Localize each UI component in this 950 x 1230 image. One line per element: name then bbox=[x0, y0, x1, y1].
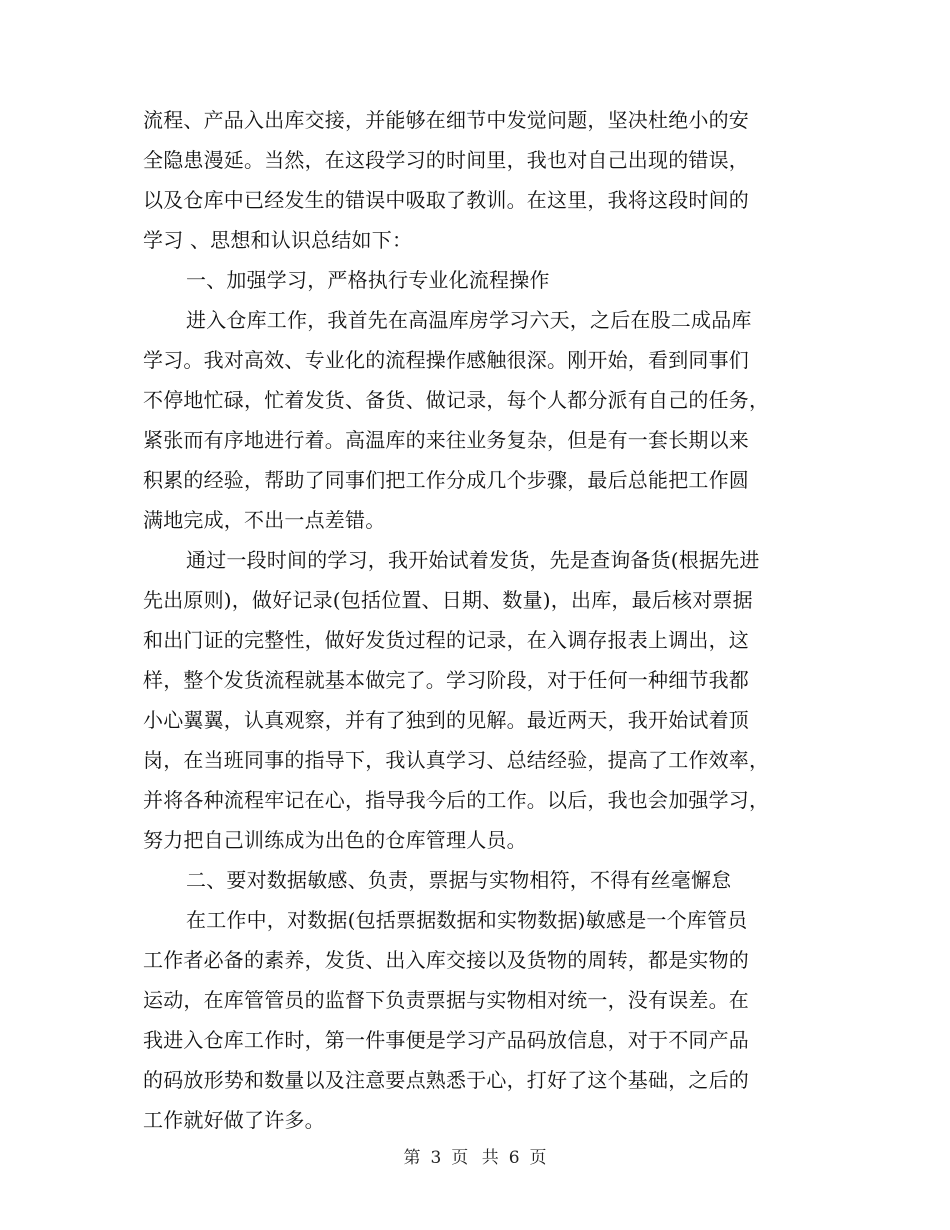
text-line: 积累的经验，帮助了同事们把工作分成几个步骤，最后总能把工作圆 bbox=[143, 468, 749, 492]
text-line: 先出原则)，做好记录(包括位置、日期、数量)，出库，最后核对票据 bbox=[143, 588, 753, 612]
page-current: 3 bbox=[430, 1148, 442, 1168]
text-line: 满地完成，不出一点差错。 bbox=[143, 508, 386, 532]
text-line: 的码放形势和数量以及注意要点熟悉于心，打好了这个基础，之后的 bbox=[143, 1068, 749, 1092]
text-line: 努力把自己训练成为出色的仓库管理人员。 bbox=[143, 828, 527, 852]
paragraph-first-line: 通过一段时间的学习，我开始试着发货，先是查询备货(根据先进 bbox=[186, 548, 760, 572]
text-line: 工作就好做了许多。 bbox=[143, 1108, 325, 1132]
text-line: 流程、产品入出库交接，并能够在细节中发觉问题，坚决杜绝小的安 bbox=[143, 108, 749, 132]
text-line: 以及仓库中已经发生的错误中吸取了教训。在这里，我将这段时间的 bbox=[143, 188, 749, 212]
text-line: 学习。我对高效、专业化的流程操作感触很深。刚开始，看到同事们 bbox=[143, 348, 749, 372]
text-line: 不停地忙碌，忙着发货、备货、做记录，每个人都分派有自己的任务， bbox=[143, 388, 770, 412]
text-line: 全隐患漫延。当然，在这段学习的时间里，我也对自己出现的错误， bbox=[143, 148, 749, 172]
text-line: 小心翼翼，认真观察，并有了独到的见解。最近两天，我开始试着顶 bbox=[143, 708, 749, 732]
section-heading: 二、要对数据敏感、负责，票据与实物相符，不得有丝毫懈怠 bbox=[186, 868, 732, 892]
page-footer bbox=[0, 1146, 950, 1170]
text-line: 紧张而有序地进行着。高温库的来往业务复杂，但是有一套长期以来 bbox=[143, 428, 749, 452]
page-total: 6 bbox=[508, 1148, 520, 1168]
document-body bbox=[143, 100, 813, 1140]
page-word: 第 bbox=[403, 1148, 421, 1168]
total-word: 共 bbox=[481, 1148, 499, 1168]
text-line: 并将各种流程牢记在心，指导我今后的工作。以后，我也会加强学习， bbox=[143, 788, 770, 812]
text-line: 和出门证的完整性，做好发货过程的记录，在入调存报表上调出，这 bbox=[143, 628, 749, 652]
text-line: 学习 、思想和认识总结如下： bbox=[143, 228, 413, 252]
page-unit: 页 bbox=[451, 1148, 469, 1168]
text-line: 样，整个发货流程就基本做完了。学习阶段，对于任何一种细节我都 bbox=[143, 668, 749, 692]
paragraph-first-line: 在工作中，对数据(包括票据数据和实物数据)敏感是一个库管员 bbox=[186, 908, 748, 932]
text-line: 运动，在库管管员的监督下负责票据与实物相对统一，没有误差。在 bbox=[143, 988, 749, 1012]
text-line: 岗，在当班同事的指导下，我认真学习、总结经验，提高了工作效率， bbox=[143, 748, 770, 772]
section-heading: 一、加强学习，严格执行专业化流程操作 bbox=[186, 268, 550, 292]
text-line: 我进入仓库工作时，第一件事便是学习产品码放信息，对于不同产品 bbox=[143, 1028, 749, 1052]
paragraph-first-line: 进入仓库工作，我首先在高温库房学习六天，之后在股二成品库 bbox=[186, 308, 752, 332]
total-unit: 页 bbox=[529, 1148, 547, 1168]
text-line: 工作者必备的素养，发货、出入库交接以及货物的周转，都是实物的 bbox=[143, 948, 749, 972]
